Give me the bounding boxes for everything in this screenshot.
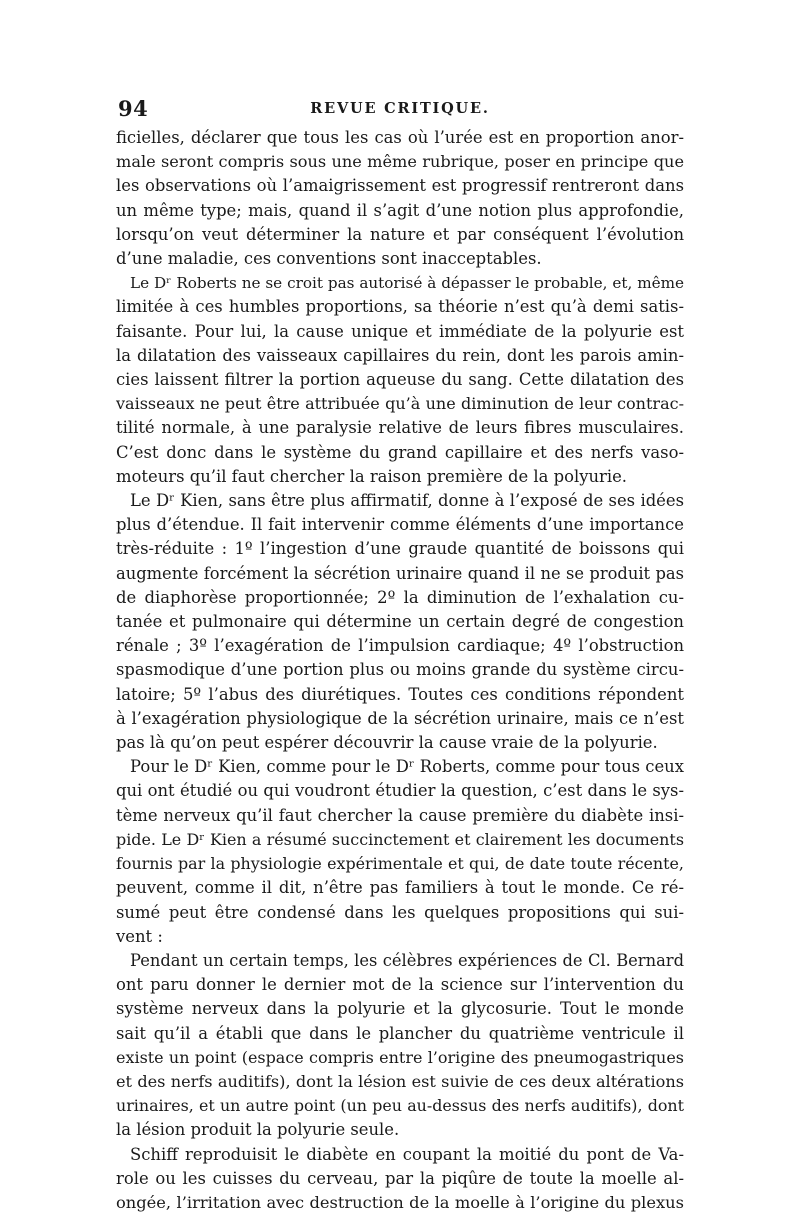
text-line: augmente forcément la sécrétion urinaire quand il ne se produit pas bbox=[116, 563, 684, 583]
text-line: très-réduite : 1º l’ingestion d’une graude quantité de boissons qui bbox=[116, 539, 684, 559]
text-line: Schiff reproduisit le diabète en coupant la moitié du pont de Va- bbox=[130, 1144, 684, 1164]
text-line: fournis par la physiologie expérimentale et qui, de date toute récente, bbox=[116, 854, 684, 874]
text-line: vent : bbox=[116, 926, 163, 946]
text-line: plus d’étendue. Il fait intervenir comme éléments d’une importance bbox=[116, 515, 684, 535]
text-line: ficielles, déclarer que tous les cas où l’urée est en proportion anor- bbox=[116, 128, 684, 147]
page-number: 94 bbox=[118, 96, 149, 121]
text-line: pide. Le Dʳ Kien a résumé succinctement et clairement les documents bbox=[116, 829, 684, 849]
text-line: vaisseaux ne peut être attribuée qu’à une diminution de leur contrac- bbox=[116, 394, 684, 414]
running-title: REVUE CRITIQUE. bbox=[310, 100, 490, 117]
text-line: existe un point (espace compris entre l’origine des pneumogastriques bbox=[116, 1047, 684, 1067]
text-line: spasmodique d’une portion plus ou moins grande du système circu- bbox=[116, 660, 684, 680]
text-line: rénale ; 3º l’exagération de l’impulsion cardiaque; 4º l’obstruction bbox=[116, 636, 684, 656]
text-line: système nerveux dans la polyurie et la glycosurie. Tout le monde bbox=[116, 999, 684, 1019]
text-line: tilité normale, à une paralysie relative de leurs fibres musculaires. bbox=[116, 418, 684, 438]
body-text bbox=[116, 126, 684, 1215]
text-line: tanée et pulmonaire qui détermine un certain degré de congestion bbox=[116, 612, 684, 632]
text-line: et des nerfs auditifs), dont la lésion est suivie de ces deux altérations bbox=[116, 1071, 684, 1091]
running-head bbox=[116, 96, 684, 126]
text-line: de diaphorèse proportionnée; 2º la diminution de l’exhalation cu- bbox=[116, 587, 684, 607]
text-line: d’une maladie, ces conventions sont inacceptables. bbox=[116, 249, 542, 269]
text-line: lorsqu’on veut déterminer la nature et par conséquent l’évolution bbox=[116, 224, 684, 244]
text-line: ont paru donner le dernier mot de la science sur l’intervention du bbox=[116, 975, 684, 995]
page bbox=[116, 96, 684, 1215]
text-line: latoire; 5º l’abus des diurétiques. Toutes ces conditions répondent bbox=[116, 684, 684, 704]
text-line: Pendant un certain temps, les célèbres expériences de Cl. Bernard bbox=[130, 950, 684, 970]
text-line: les observations où l’amaigrissement est progressif rentreront dans bbox=[116, 176, 684, 196]
text-line: moteurs qu’il faut chercher la raison première de la polyurie. bbox=[116, 466, 628, 486]
text-line: Le Dʳ Kien, sans être plus affirmatif, donne à l’exposé de ses idées bbox=[130, 491, 684, 511]
text-line: qui ont étudié ou qui voudront étudier la question, c’est dans le sys- bbox=[116, 781, 684, 801]
text-line: la dilatation des vaisseaux capillaires du rein, dont les parois amin- bbox=[116, 345, 684, 365]
text-line: role ou les cuisses du cerveau, par la piqûre de toute la moelle al- bbox=[116, 1168, 684, 1188]
text-line: limitée à ces humbles proportions, sa théorie n’est qu’à demi satis- bbox=[116, 297, 684, 317]
text-line: tème nerveux qu’il faut chercher la cause première du diabète insi- bbox=[116, 805, 684, 825]
text-line: un même type; mais, quand il s’agit d’une notion plus approfondie, bbox=[116, 200, 684, 220]
text-line: sumé peut être condensé dans les quelques propositions qui sui- bbox=[116, 902, 684, 922]
text-line: à l’exagération physiologique de la sécrétion urinaire, mais ce n’est bbox=[116, 708, 684, 728]
text-line: Le Dʳ Roberts ne se croit pas autorisé à dépasser le probable, et, même bbox=[130, 274, 684, 293]
text-line: la lésion produit la polyurie seule. bbox=[116, 1120, 400, 1140]
text-line: cies laissent filtrer la portion aqueuse du sang. Cette dilatation des bbox=[116, 370, 684, 390]
text-line: peuvent, comme il dit, n’être pas familiers à tout le monde. Ce ré- bbox=[116, 878, 684, 898]
text-line: faisante. Pour lui, la cause unique et immédiate de la polyurie est bbox=[116, 321, 684, 341]
text-line: male seront compris sous une même rubrique, poser en principe que bbox=[116, 152, 684, 172]
text-line: ongée, l’irritation avec destruction de la moelle à l’origine du plexus bbox=[116, 1192, 684, 1212]
text-line: urinaires, et un autre point (un peu au-dessus des nerfs auditifs), dont bbox=[116, 1096, 684, 1116]
text-line: sait qu’il a établi que dans le plancher du quatrième ventricule il bbox=[116, 1023, 684, 1043]
text-line: Pour le Dʳ Kien, comme pour le Dʳ Roberts, comme pour tous ceux bbox=[130, 757, 684, 777]
text-line: C’est donc dans le système du grand capillaire et des nerfs vaso- bbox=[116, 442, 684, 462]
text-line: pas là qu’on peut espérer découvrir la cause vraie de la polyurie. bbox=[116, 733, 658, 753]
